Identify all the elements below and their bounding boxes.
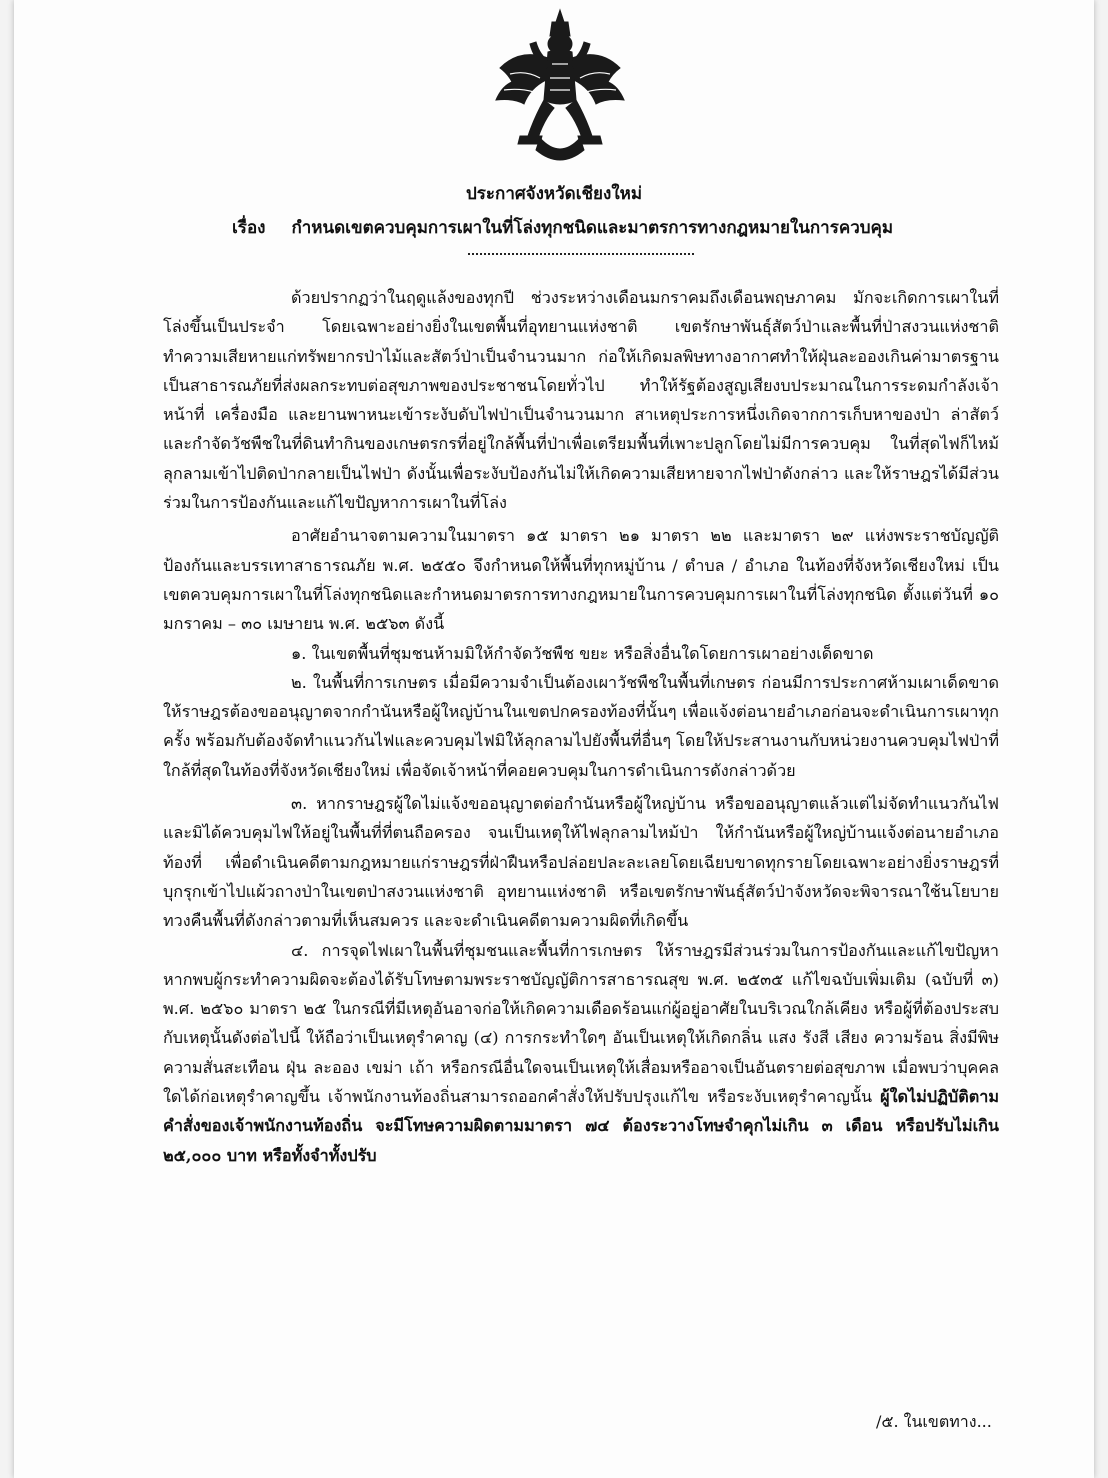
dotted-divider — [468, 253, 694, 255]
paragraph-item-1: ๑. ในเขตพื้นที่ชุมชนห้ามมิให้กำจัดวัชพืช ขยะ หรือสิ่งอื่นใดโดยการเผาอย่างเด็ดขาด — [291, 643, 874, 663]
paragraph-preamble: ด้วยปรากฏว่าในฤดูแล้งของทุกปี ช่วงระหว่างเดือนมกราคมถึงเดือนพฤษภาคม มักจะเกิดการเผาในที่โล่งขึ้นเป็นประจำ โดยเฉพาะอย่างยิ่งในเขตพื้นที่อุทยานแห่งชาติ เขตรักษาพันธุ์สัตว์ป่าและพื้นที่ป่าสงวนแห่งชาติ ทำความเสียหายแก่ทรัพยากรป่าไม้และสัตว์ป่าเป็นจำนวนมาก ก่อให้เกิดมลพิษทางอากาศทำให้ฝุ่นละอองเกินค่ามาตรฐานเป็นสาธารณภัยที่ส่งผลกระทบต่อสุขภาพของประชาชนโดยทั่วไป ทำให้รัฐต้องสูญเสียงบประมาณในการระดมกำลังเจ้าหน้าที่ เครื่องมือ และยานพาหนะเข้าระงับดับไฟป่าเป็นจำนวนมาก สาเหตุประการหนึ่งเกิดจากการเก็บหาของป่า ล่าสัตว์ และกำจัดวัชพืชในที่ดินทำกินของเกษตรกรที่อยู่ใกล้พื้นที่ป่าเพื่อเตรียมพื้นที่เพาะปลูกโดยไม่มีการควบคุม ในที่สุดไฟก็ไหม้ลุกลามเข้าไปติดป่ากลายเป็นไฟป่า ดังนั้นเพื่อระงับป้องกันไม่ให้เกิดความเสียหายจากไฟป่าดังกล่าว และให้ราษฎรได้มีส่วนร่วมในการป้องกันและแก้ไขปัญหาการเผาในที่โล่ง — [163, 288, 999, 513]
paragraph-item-4-text: ๔. การจุดไฟเผาในพื้นที่ชุมชนและพื้นที่การเกษตร ให้ราษฎรมีส่วนร่วมในการป้องกันและแก้ไขปัญหา หากพบผู้กระทำความผิดจะต้องได้รับโทษตามพระราชบัญญัติการสาธารณสุข พ.ศ. ๒๕๓๕ แก้ไขฉบับเพิ่มเติม (ฉบับที่ ๓) พ.ศ. ๒๕๖๐ มาตรา ๒๕ ในกรณีที่มีเหตุอันอาจก่อให้เกิดความเดือดร้อนแก่ผู้อยู่อาศัยในบริเวณใกล้เคียง หรือผู้ที่ต้องประสบกับเหตุนั้นดังต่อไปนี้ ให้ถือว่าเป็นเหตุรำคาญ (๔) การกระทำใดๆ อันเป็นเหตุให้เกิดกลิ่น แสง รังสี เสียง ความร้อน สิ่งมีพิษ ความสั่นสะเทือน ฝุ่น ละออง เขม่า เถ้า หรือกรณีอื่นใดจนเป็นเหตุให้เสื่อมหรืออาจเป็นอันตรายต่อสุขภาพ เมื่อพบว่าบุคคลใดได้ก่อเหตุรำคาญขึ้น เจ้าพนักงานท้องถิ่นสามารถออกคำสั่งให้ปรับปรุงแก้ไข หรือระงับเหตุรำคาญนั้น — [163, 940, 999, 1107]
paragraph-item-4 — [163, 936, 999, 1170]
paragraph-item-2: ๒. ในพื้นที่การเกษตร เมื่อมีความจำเป็นต้องเผาวัชพืชในพื้นที่เกษตร ก่อนมีการประกาศห้ามเผาเด็ดขาด ให้ราษฎรต้องขออนุญาตจากกำนันหรือผู้ใหญ่บ้านในเขตปกครองท้องที่นั้นๆ เพื่อแจ้งต่อนายอำเภอก่อนจะดำเนินการเผาทุกครั้ง พร้อมกับต้องจัดทำแนวกันไฟและควบคุมไฟมิให้ลุกลามไปยังพื้นที่อื่นๆ โดยให้ประสานงานกับหน่วยงานควบคุมไฟป่าที่ใกล้ที่สุดในท้องที่จังหวัดเชียงใหม่ เพื่อจัดเจ้าหน้าที่คอยควบคุมในการดำเนินการดังกล่าวด้วย — [163, 672, 999, 780]
subject-label: เรื่อง — [232, 218, 266, 238]
continuation-note: /๕. ในเขตทาง... — [876, 1412, 992, 1431]
paragraph-item-3: ๓. หากราษฎรผู้ใดไม่แจ้งขออนุญาตต่อกำนันหรือผู้ใหญ่บ้าน หรือขออนุญาตแล้วแต่ไม่จัดทำแนวกันไฟ และมิได้ควบคุมไฟให้อยู่ในพื้นที่ที่ตนถือครอง จนเป็นเหตุให้ไฟลุกลามไหม้ป่า ให้กำนันหรือผู้ใหญ่บ้านแจ้งต่อนายอำเภอท้องที่ เพื่อดำเนินคดีตามกฎหมายแก่ราษฎรที่ฝ่าฝืนหรือปล่อยปละละเลยโดยเฉียบขาดทุกรายโดยเฉพาะอย่างยิ่งราษฎรที่บุกรุกเข้าไปแผ้วถางป่าในเขตป่าสงวนแห่งชาติ อุทยานแห่งชาติ หรือเขตรักษาพันธุ์สัตว์ป่าจังหวัดจะพิจารณาใช้นโยบายทวงคืนพื้นที่ดังกล่าวตามที่เห็นสมควร และจะดำเนินคดีตามความผิดที่เกิดขึ้น — [163, 794, 999, 931]
subject-line — [232, 214, 893, 241]
paragraph-authority: อาศัยอำนาจตามความในมาตรา ๑๕ มาตรา ๒๑ มาตรา ๒๒ และมาตรา ๒๙ แห่งพระราชบัญญัติป้องกันและบรรเทาสาธารณภัย พ.ศ. ๒๕๕๐ จึงกำหนดให้พื้นที่ทุกหมู่บ้าน / ตำบล / อำเภอ ในท้องที่จังหวัดเชียงใหม่ เป็นเขตควบคุมการเผาในที่โล่งทุกชนิดและกำหนดมาตรการทางกฎหมายในการควบคุมการเผาในที่โล่งทุกชนิด ตั้งแต่วันที่ ๑๐ มกราคม – ๓๐ เมษายน พ.ศ. ๒๕๖๓ ดังนี้ — [163, 526, 999, 634]
garuda-emblem-icon — [490, 8, 630, 168]
announcement-title: ประกาศจังหวัดเชียงใหม่ — [465, 184, 643, 204]
penalty-statement: ผู้ใดไม่ปฏิบัติตามคำสั่งของเจ้าพนักงานท้องถิ่น จะมีโทษความผิดตามมาตรา ๗๔ ต้องระวางโทษจำคุกไม่เกิน ๓ เดือน หรือปรับไม่เกิน ๒๕,๐๐๐ บาท หรือทั้งจำทั้งปรับ — [163, 1087, 999, 1165]
subject-text: กำหนดเขตควบคุมการเผาในที่โล่งทุกชนิดและมาตรการทางกฎหมายในการควบคุม — [291, 218, 894, 238]
document-body — [163, 283, 999, 1170]
